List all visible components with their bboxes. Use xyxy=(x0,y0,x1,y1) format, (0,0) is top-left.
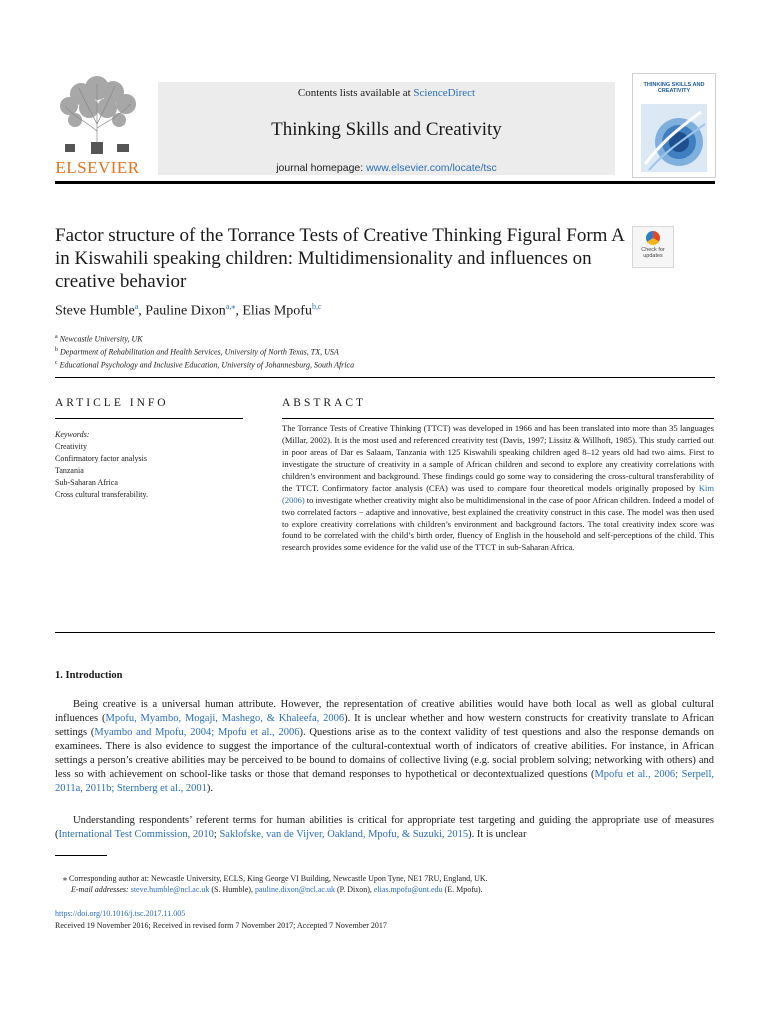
email-addresses: E-mail addresses: steve.humble@ncl.ac.uk (S. Humble), pauline.dixon@ncl.ac.uk (P. Dixon), elias.mpofu@unt.edu (E. Mpofu). xyxy=(71,885,483,894)
journal-header xyxy=(55,76,715,176)
elsevier-tree-icon xyxy=(55,76,140,156)
abstract-bottom-divider xyxy=(55,632,715,633)
email-link[interactable]: steve.humble@ncl.ac.uk xyxy=(130,885,210,894)
abstract-heading: ABSTRACT xyxy=(282,397,367,409)
email-link[interactable]: pauline.dixon@ncl.ac.uk xyxy=(254,885,335,894)
contents-prefix: Contents lists available at xyxy=(297,87,414,99)
author-name[interactable]: Steve Humble xyxy=(55,303,135,319)
doi-link[interactable]: https://doi.org/10.1016/j.tsc.2017.11.005 xyxy=(55,909,186,918)
journal-banner xyxy=(158,82,615,175)
footnote-divider xyxy=(55,855,107,856)
paragraph-text: ). It is unclear whether and how western constructs for creativity translate to African settings ( xyxy=(55,713,714,738)
check-for-updates-label: Check for updates xyxy=(641,247,665,259)
email-link[interactable]: elias.mpofu@unt.edu xyxy=(373,885,443,894)
author-affiliation-marker[interactable]: a xyxy=(134,302,139,311)
citation-link[interactable]: Kim (2006) xyxy=(282,482,714,505)
keyword-item: Tanzania xyxy=(55,465,84,475)
affiliation-item: $^c$ Educational Psychology and Inclusive Education, University of Johannesburg, South Africa xyxy=(55,360,355,370)
keywords-list xyxy=(55,429,148,500)
cover-art-image xyxy=(641,104,707,172)
paragraph-text: ). xyxy=(206,783,213,794)
article-title: Factor structure of the Torrance Tests of Creative Thinking Figural Form A in Kiswahili speaking children: Multidimensionality and influences on creative behavior xyxy=(55,225,624,292)
email-label: E-mail addresses: xyxy=(71,885,131,894)
homepage-line xyxy=(158,162,615,174)
abstract-text: The Torrance Tests of Creative Thinking (TTCT) was developed in 1966 and has been translated into more than 35 languages (Millar, 2002). It is the most used and referenced creativity test (Davis, 1997; Lissitz & Willhoft, 1985). This study carried out in poor areas of Dar es Salaam, Tanzania with 125 Kiswahili speaking children aged 8–12 years old had two aims. First to investigate the structure of creativity in a sample of African children and second to explore any creativity correlations with children’s environment and background. These findings could go some way to considering the cross-cultural transferability of the TTCT. Confirmatory factor analysis (CFA) was used to compare four theoretical models originally proposed by Kim (2006) to investigate whether creativity might also be multidimensional in the case of poor African children. Indeed a model of two correlated factors − adaptive and innovative, best explained the creativity construct in this case. The model was then used to explore creativity correlations with children’s environment and background factors. The total creativity index score was found to be correlated with the child’s birth order, fluency of English in the household and self-perceptions of the child. This research provides some evidence for the valid use of the TTCT in sub-Saharan Africa. xyxy=(282,423,714,553)
journal-title: Thinking Skills and Creativity xyxy=(271,119,502,140)
keyword-item: Cross cultural transferability. xyxy=(55,489,149,499)
check-for-updates-button[interactable] xyxy=(632,226,674,268)
keyword-item: Confirmatory factor analysis xyxy=(55,453,147,463)
paragraph-text: ; xyxy=(213,829,220,840)
citation-link[interactable]: Mpofu et al., 2006; Serpell, 2011a, 2011b; Sternberg et al., 2001 xyxy=(55,769,714,794)
article-info-divider xyxy=(55,418,243,419)
author-affiliation-marker[interactable]: a,⁎ xyxy=(225,302,236,311)
homepage-link[interactable]: www.elsevier.com/locate/tsc xyxy=(366,162,497,174)
body-paragraph xyxy=(55,698,714,796)
keywords-label: Keywords: xyxy=(55,430,90,439)
affiliation-item: $^b$ Department of Rehabilitation and Health Services, University of North Texas, TX, USA xyxy=(55,347,339,357)
section-divider xyxy=(55,377,715,378)
paragraph-text: ). Questions arise as to the context validity of test questions and also the response demands on examinees. There is also evidence to suggest the importance of the cultural-contextual worth of indicators of creative abilities. For instance, in African settings a person’s creative abilities may be perceived to be bound to domains of collective living (e.g. social problem solving; networking with others) and less so with achievement on school-like tasks or those that demand responses to hypothetical or decontextualized questions ( xyxy=(55,727,714,780)
homepage-prefix: journal homepage: xyxy=(276,162,367,174)
corresponding-author-note: ⁎ Corresponding author at: Newcastle University, ECLS, King George VI Building, Newcastle Upon Tyne, NE1 7RU, England, UK. xyxy=(63,874,488,883)
sciencedirect-link[interactable]: ScienceDirect xyxy=(413,87,476,99)
publisher-name: ELSEVIER xyxy=(55,158,140,177)
author-list: Steve Humble$^a$, Pauline Dixon$^{a,⁎}$, Elias Mpofu$^{b,c}$ xyxy=(55,302,322,319)
elsevier-logo[interactable] xyxy=(55,76,140,177)
section-heading-introduction: 1. Introduction xyxy=(55,670,123,681)
cover-title: THINKING SKILLS AND CREATIVITY xyxy=(643,82,705,94)
crossmark-icon xyxy=(646,231,660,245)
abstract-divider xyxy=(282,418,714,419)
citation-link[interactable]: International Test Commission, 2010 xyxy=(58,829,214,840)
article-info-heading: ARTICLE INFO xyxy=(55,397,169,409)
citation-link[interactable]: Saklofske, van de Vijver, Oakland, Mpofu, & Suzuki, 2015 xyxy=(219,829,469,840)
author-name[interactable]: Pauline Dixon xyxy=(145,303,226,319)
keyword-item: Sub-Saharan Africa xyxy=(55,477,118,487)
paragraph-text: ). It is unclear xyxy=(468,829,527,840)
body-paragraph xyxy=(55,814,714,842)
author-name[interactable]: Elias Mpofu xyxy=(242,303,312,319)
contents-line xyxy=(158,87,615,99)
received-dates: Received 19 November 2016; Received in revised form 7 November 2017; Accepted 7 November 2017 xyxy=(55,921,387,930)
affiliation-item: $^a$ Newcastle University, UK xyxy=(55,334,143,344)
citation-link[interactable]: Myambo and Mpofu, 2004; Mpofu et al., 2006 xyxy=(94,727,300,738)
author-affiliation-marker[interactable]: b,c xyxy=(311,302,322,311)
citation-link[interactable]: Mpofu, Myambo, Mogaji, Mashego, & Khaleefa, 2006 xyxy=(105,713,345,724)
affiliations xyxy=(55,332,354,371)
paragraph-text: Understanding respondents’ referent terms for human abilities is critical for appropriate test targeting and guiding the appropriate use of measures ( xyxy=(55,815,714,840)
journal-cover[interactable] xyxy=(632,73,716,178)
header-divider xyxy=(55,181,715,184)
paragraph-text: Being creative is a universal human attribute. However, the representation of creative abilities would have both local as well as global cultural influences ( xyxy=(55,699,714,724)
keyword-item: Creativity xyxy=(55,441,87,451)
